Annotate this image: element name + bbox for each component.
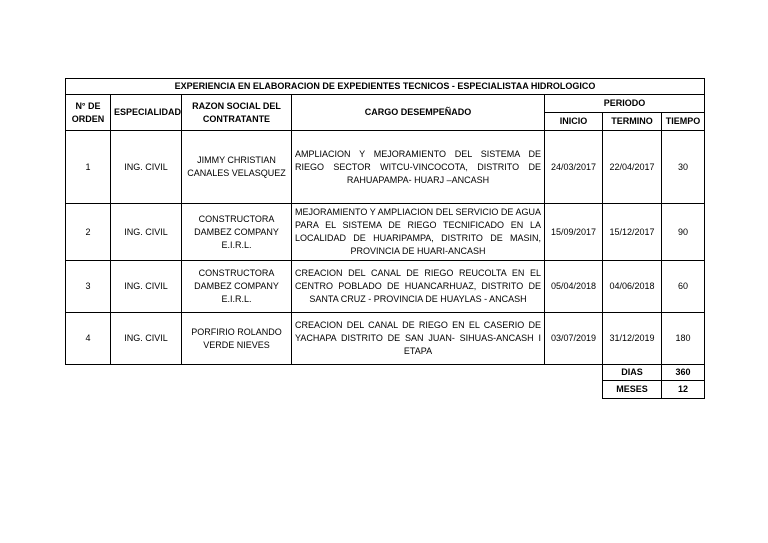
cell-cargo: AMPLIACION Y MEJORAMIENTO DEL SISTEMA DE RIEGO SECTOR WITCU-VINCOCOTA, DISTRITO DE RAHUAPAMPA- HUARJ –ANCASH: [292, 131, 545, 204]
header-razon-social: RAZON SOCIAL DEL CONTRATANTE: [182, 95, 292, 131]
cell-razon-social: PORFIRIO ROLANDO VERDE NIEVES: [182, 313, 292, 365]
experience-table: [65, 78, 705, 399]
header-periodo: PERIODO: [545, 95, 705, 113]
cell-inicio: 15/09/2017: [545, 204, 603, 261]
table-row: [66, 313, 705, 365]
cell-especialidad: ING. CIVIL: [111, 313, 182, 365]
table-row: [66, 131, 705, 204]
cell-termino: 04/06/2018: [603, 261, 662, 313]
header-termino: TERMINO: [603, 113, 662, 131]
table-row: [66, 204, 705, 261]
cell-termino: 22/04/2017: [603, 131, 662, 204]
header-inicio: INICIO: [545, 113, 603, 131]
cell-orden: 4: [66, 313, 111, 365]
cell-especialidad: ING. CIVIL: [111, 131, 182, 204]
cell-tiempo: 30: [662, 131, 705, 204]
totals-meses-row: [66, 381, 705, 399]
cell-tiempo: 180: [662, 313, 705, 365]
dias-value: 360: [662, 365, 705, 381]
cell-especialidad: ING. CIVIL: [111, 204, 182, 261]
cell-orden: 3: [66, 261, 111, 313]
cell-termino: 15/12/2017: [603, 204, 662, 261]
cell-inicio: 03/07/2019: [545, 313, 603, 365]
cell-inicio: 05/04/2018: [545, 261, 603, 313]
cell-cargo: CREACION DEL CANAL DE RIEGO EN EL CASERIO DE YACHAPA DISTRITO DE SAN JUAN- SIHUAS-ANCASH I ETAPA: [292, 313, 545, 365]
cell-tiempo: 90: [662, 204, 705, 261]
meses-value: 12: [662, 381, 705, 399]
cell-cargo: CREACION DEL CANAL DE RIEGO REUCOLTA EN EL CENTRO POBLADO DE HUANCARHUAZ, DISTRITO DE SANTA CRUZ - PROVINCIA DE HUAYLAS - ANCASH: [292, 261, 545, 313]
header-tiempo: TIEMPO: [662, 113, 705, 131]
totals-dias-row: [66, 365, 705, 381]
table-title: EXPERIENCIA EN ELABORACION DE EXPEDIENTES TECNICOS - ESPECIALISTAA HIDROLOGICO: [66, 79, 705, 95]
cell-razon-social: CONSTRUCTORA DAMBEZ COMPANY E.I.R.L.: [182, 204, 292, 261]
header-cargo: CARGO DESEMPEÑADO: [292, 95, 545, 131]
cell-razon-social: CONSTRUCTORA DAMBEZ COMPANY E.I.R.L.: [182, 261, 292, 313]
cell-orden: 1: [66, 131, 111, 204]
dias-label: DIAS: [603, 365, 662, 381]
cell-especialidad: ING. CIVIL: [111, 261, 182, 313]
table-row: [66, 261, 705, 313]
cell-termino: 31/12/2019: [603, 313, 662, 365]
meses-label: MESES: [603, 381, 662, 399]
cell-tiempo: 60: [662, 261, 705, 313]
cell-inicio: 24/03/2017: [545, 131, 603, 204]
cell-orden: 2: [66, 204, 111, 261]
cell-cargo: MEJORAMIENTO Y AMPLIACION DEL SERVICIO DE AGUA PARA EL SISTEMA DE RIEGO TECNIFICADO EN LA LOCALIDAD DE HUARIPAMPA, DISTRITO DE MASIN, PROVINCIA DE HUARI-ANCASH: [292, 204, 545, 261]
cell-razon-social: JIMMY CHRISTIAN CANALES VELASQUEZ: [182, 131, 292, 204]
header-especialidad: ESPECIALIDAD: [111, 95, 182, 131]
header-orden: N° DE ORDEN: [66, 95, 111, 131]
